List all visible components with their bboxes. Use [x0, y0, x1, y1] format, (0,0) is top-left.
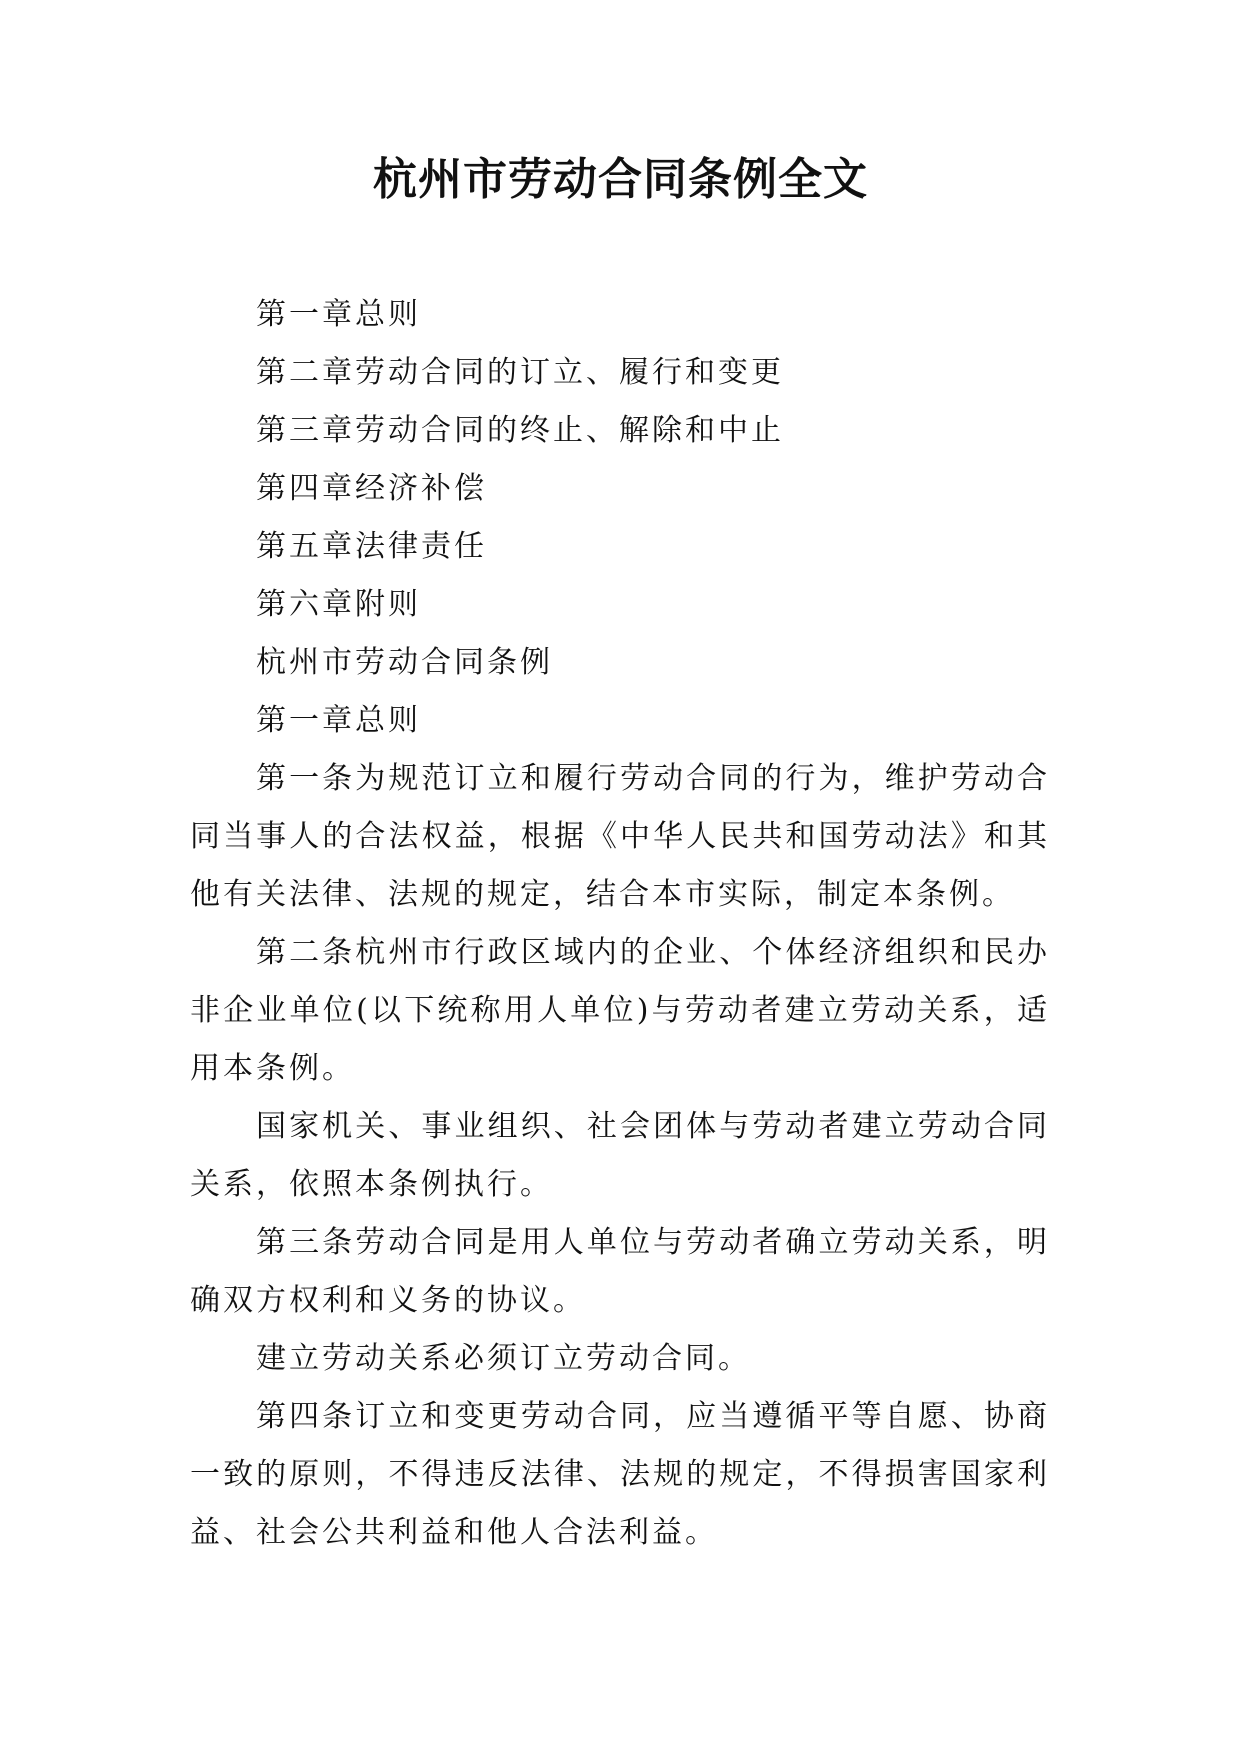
article-3-continuation-paragraph: 建立劳动关系必须订立劳动合同。: [256, 1341, 751, 1376]
toc-item-chapter-3: 第三章劳动合同的终止、解除和中止: [256, 413, 784, 448]
toc-item-chapter-1: 第一章总则: [256, 297, 421, 332]
article-2-continuation-paragraph: 国家机关、事业组织、社会团体与劳动者建立劳动合同关系，依照本条例执行。: [190, 1109, 1050, 1202]
article-4-paragraph: 第四条订立和变更劳动合同，应当遵循平等自愿、协商一致的原则，不得违反法律、法规的规定，不得损害国家利益、社会公共利益和他人合法利益。: [190, 1399, 1050, 1550]
document-body: [190, 286, 1050, 1562]
toc-item-chapter-5: 第五章法律责任: [256, 529, 487, 564]
chapter-heading: 第一章总则: [256, 703, 421, 738]
toc-item-chapter-2: 第二章劳动合同的订立、履行和变更: [256, 355, 784, 390]
toc-item-chapter-4: 第四章经济补偿: [256, 471, 487, 506]
toc-item-chapter-6: 第六章附则: [256, 587, 421, 622]
body-title: 杭州市劳动合同条例: [256, 645, 553, 680]
article-1-paragraph: 第一条为规范订立和履行劳动合同的行为，维护劳动合同当事人的合法权益，根据《中华人民共和国劳动法》和其他有关法律、法规的规定，结合本市实际，制定本条例。: [190, 761, 1050, 912]
article-2-paragraph: 第二条杭州市行政区域内的企业、个体经济组织和民办非企业单位(以下统称用人单位)与劳动者建立劳动关系，适用本条例。: [190, 935, 1050, 1086]
document-title: 杭州市劳动合同条例全文: [373, 154, 868, 205]
article-3-paragraph: 第三条劳动合同是用人单位与劳动者确立劳动关系，明确双方权利和义务的协议。: [190, 1225, 1050, 1318]
